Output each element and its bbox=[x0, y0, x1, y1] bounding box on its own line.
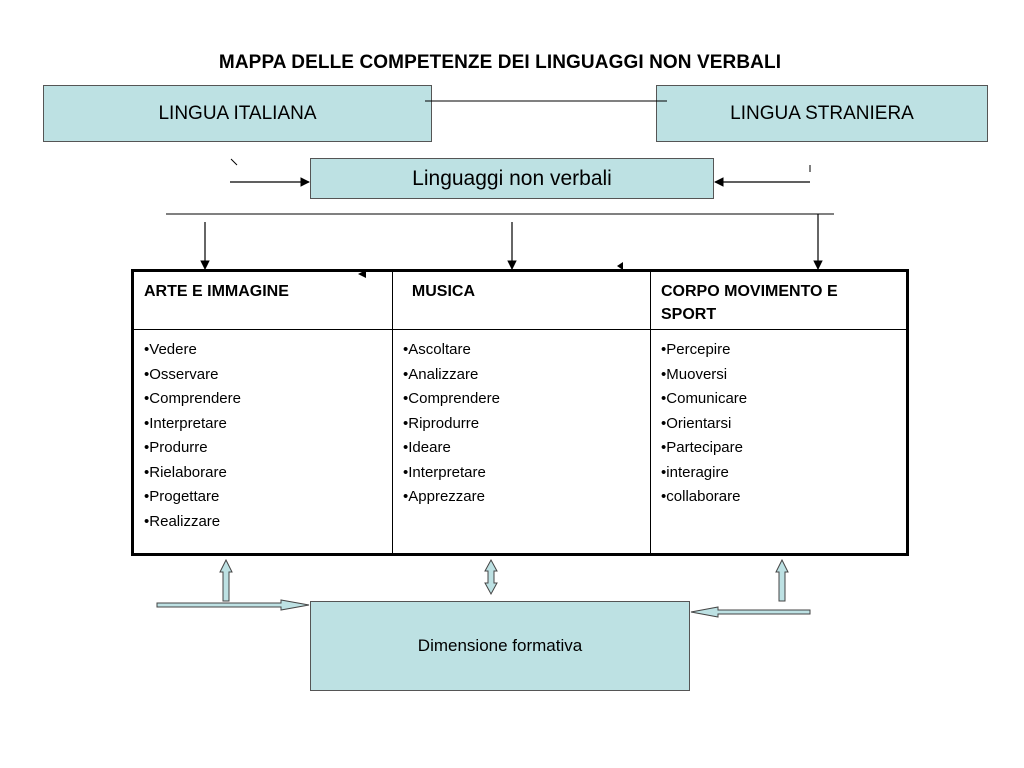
table-header-musica: MUSICA bbox=[393, 272, 651, 330]
list-item: • Interpretare bbox=[403, 461, 640, 486]
list-item: • interagire bbox=[661, 461, 896, 486]
list-item: • Analizzare bbox=[403, 363, 640, 388]
list-item: • Osservare bbox=[144, 363, 382, 388]
box-lingua-italiana-label: LINGUA ITALIANA bbox=[158, 102, 317, 124]
box-lingua-straniera-label: LINGUA STRANIERA bbox=[730, 102, 914, 124]
block-arrow-right-into-dimensione bbox=[691, 607, 810, 617]
list-item: • Partecipare bbox=[661, 436, 896, 461]
list-item: • Realizzare bbox=[144, 510, 382, 535]
list-item: • Progettare bbox=[144, 485, 382, 510]
box-linguaggi-non-verbali-label: Linguaggi non verbali bbox=[412, 166, 612, 190]
diagram-title: MAPPA DELLE COMPETENZE DEI LINGUAGGI NON VERBALI bbox=[218, 52, 782, 73]
list-item: • Orientarsi bbox=[661, 412, 896, 437]
list-item: • Riprodurre bbox=[403, 412, 640, 437]
block-arrow-up-arte bbox=[220, 560, 232, 601]
list-item: • Interpretare bbox=[144, 412, 382, 437]
list-item: • Produrre bbox=[144, 436, 382, 461]
list-item: • collaborare bbox=[661, 485, 896, 510]
list-item: • Ascoltare bbox=[403, 338, 640, 363]
list-item: • Vedere bbox=[144, 338, 382, 363]
table-header-arte: ARTE E IMMAGINE bbox=[134, 272, 393, 330]
list-item: • Comprendere bbox=[403, 387, 640, 412]
box-dimensione-formativa-label: Dimensione formativa bbox=[417, 636, 583, 655]
block-arrow-left-into-dimensione bbox=[157, 600, 309, 610]
list-item: • Comprendere bbox=[144, 387, 382, 412]
stray-arrowhead-2 bbox=[617, 262, 623, 270]
list-item: • Apprezzare bbox=[403, 485, 640, 510]
connector-tick-left bbox=[231, 159, 237, 165]
list-item: • Rielaborare bbox=[144, 461, 382, 486]
stray-arrowhead-1 bbox=[358, 270, 366, 278]
table-header-corpo: CORPO MOVIMENTO E SPORT bbox=[651, 272, 906, 330]
list-item: • Ideare bbox=[403, 436, 640, 461]
list-item: • Percepire bbox=[661, 338, 896, 363]
block-arrow-up-corpo bbox=[776, 560, 788, 601]
block-arrow-updown-musica bbox=[485, 560, 497, 594]
list-item: • Comunicare bbox=[661, 387, 896, 412]
list-item: • Muoversi bbox=[661, 363, 896, 388]
